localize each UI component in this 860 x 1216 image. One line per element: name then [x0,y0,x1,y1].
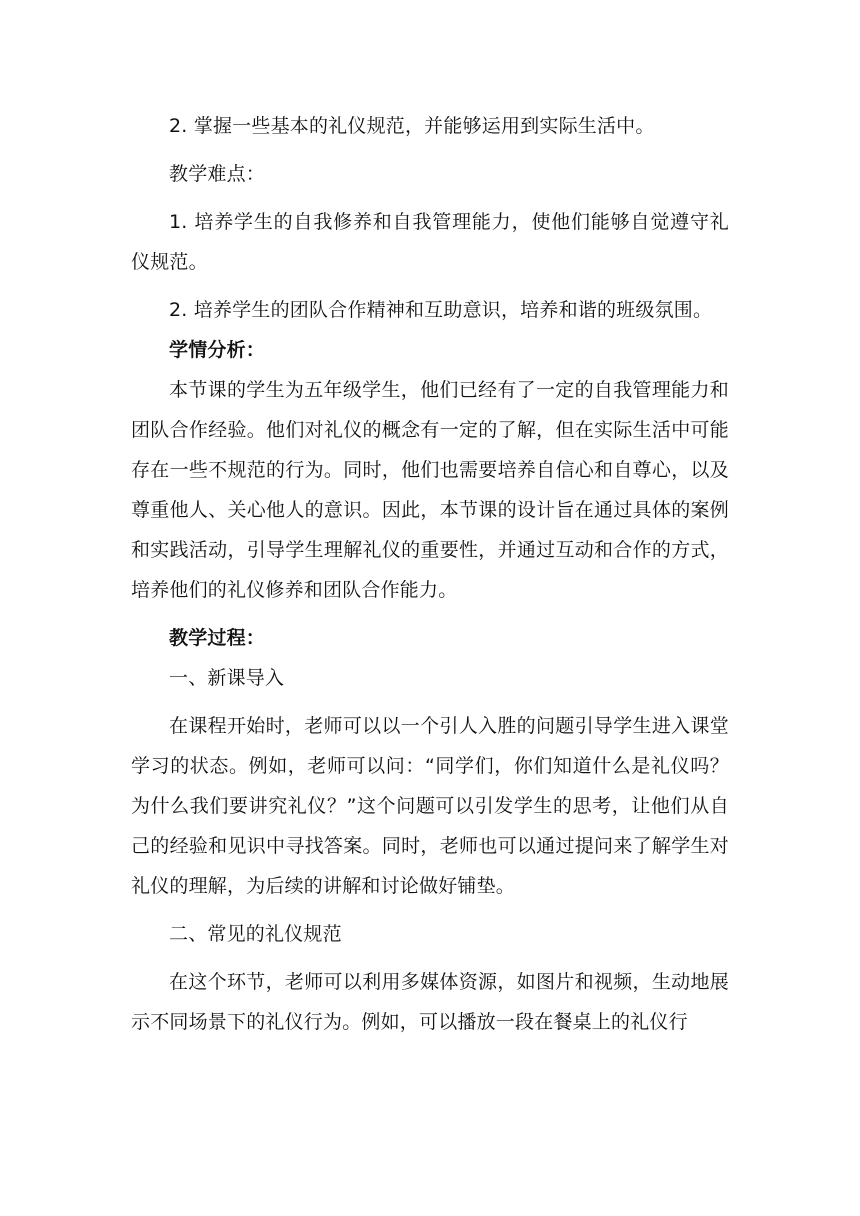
section-new-lesson-intro: 一、新课导入 [169,667,285,689]
paragraph-difficulty-1: 1. 培养学生的自我修养和自我管理能力，使他们能够自觉遵守礼仪规范。 [131,211,729,273]
paragraph-objective-2: 2. 掌握一些基本的礼仪规范，并能够运用到实际生活中。 [169,115,655,137]
paragraph-new-lesson-intro: 在课程开始时，老师可以以一个引人入胜的问题引导学生进入课堂学习的状态。例如，老师可以问：“同学们，你们知道什么是礼仪吗？为什么我们要讲究礼仪？”这个问题可以引发学生的思考，让他们从自己的经验和见识中寻找答案。同时，老师也可以通过提问来了解学生对礼仪的理解，为后续的讲解和讨论做好铺垫。 [131,715,729,897]
section-common-etiquette: 二、常见的礼仪规范 [169,923,342,945]
heading-teaching-process: 教学过程： [169,627,266,649]
heading-student-analysis: 学情分析： [169,339,266,361]
label-teaching-difficulties: 教学难点： [169,163,266,185]
paragraph-student-analysis: 本节课的学生为五年级学生，他们已经有了一定的自我管理能力和团队合作经验。他们对礼仪的概念有一定的了解，但在实际生活中可能存在一些不规范的行为。同时，他们也需要培养自信心和自尊心，以及尊重他人、关心他人的意识。因此，本节课的设计旨在通过具体的案例和实践活动，引导学生理解礼仪的重要性，并通过互动和合作的方式，培养他们的礼仪修养和团队合作能力。 [131,379,729,601]
paragraph-difficulty-2: 2. 培养学生的团队合作精神和互助意识，培养和谐的班级氛围。 [169,299,713,321]
paragraph-common-etiquette: 在这个环节，老师可以利用多媒体资源，如图片和视频，生动地展示不同场景下的礼仪行为。例如，可以播放一段在餐桌上的礼仪行 [131,971,729,1033]
document-body [131,106,729,1042]
